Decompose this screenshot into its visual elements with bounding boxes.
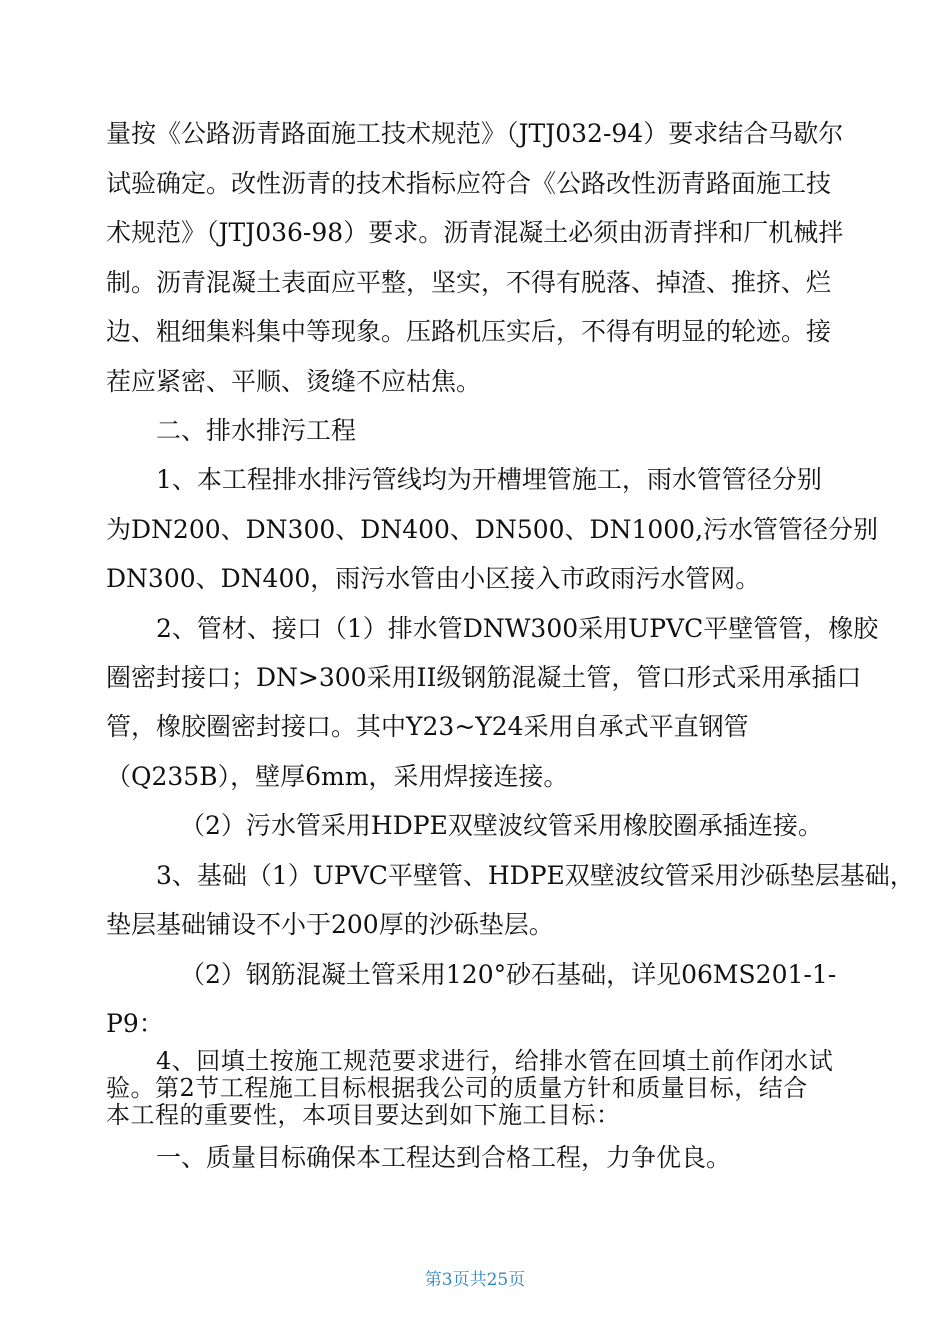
text-line-3: 术规范》（JTJ036-98）要求。沥青混凝土必须由沥青拌和厂机械拌 (106, 218, 844, 247)
text-line-23: 一、质量目标确保本工程达到合格工程，力争优良。 (156, 1143, 732, 1172)
text-line-13: 管，橡胶圈密封接口。其中Y23~Y24采用自承式平直钢管 (106, 712, 749, 741)
page-number-footer: 第3页共25页 (424, 1270, 526, 1290)
text-line-20: 4、回填土按施工规范要求进行，给排水管在回填土前作闭水试 (156, 1047, 834, 1075)
text-line-6: 茬应紧密、平顺、烫缝不应枯焦。 (106, 367, 482, 396)
text-line-16: 3、基础（1）UPVC平壁管、HDPE双壁波纹管采用沙砾垫层基础， (156, 861, 915, 890)
text-line-19: P9： (106, 1009, 164, 1038)
text-line-2: 试验确定。改性沥青的技术指标应符合《公路改性沥青路面施工技 (106, 169, 832, 198)
text-line-9: 为DN200、DN300、DN400、DN500、DN1000,污水管管径分别 (106, 515, 879, 544)
text-line-11: 2、管材、接口（1）排水管DNW300采用UPVC平壁管管，橡胶 (156, 614, 879, 643)
section-heading-drainage: 二、排水排污工程 (156, 416, 357, 445)
text-line-4: 制。沥青混凝土表面应平整，坚实，不得有脱落、掉渣、推挤、烂 (106, 268, 832, 297)
text-line-15: （2）污水管采用HDPE双壁波纹管采用橡胶圈承插连接。 (180, 811, 823, 840)
text-line-1: 量按《公路沥青路面施工技术规范》（JTJ032-94）要求结合马歇尔 (106, 119, 844, 148)
text-line-12: 圈密封接口；DN>300采用II级钢筋混凝土管，管口形式采用承插口 (106, 663, 862, 692)
text-line-10: DN300、DN400，雨污水管由小区接入市政雨污水管网。 (106, 564, 761, 593)
text-line-22: 本工程的重要性，本项目要达到如下施工目标： (106, 1101, 621, 1129)
text-line-17: 垫层基础铺设不小于200厚的沙砾垫层。 (106, 910, 554, 939)
text-line-8: 1、本工程排水排污管线均为开槽埋管施工，雨水管管径分别 (156, 465, 822, 494)
text-line-18: （2）钢筋混凝土管采用120°砂石基础，详见06MS201-1- (180, 960, 837, 989)
text-line-21: 验。第2节工程施工目标根据我公司的质量方针和质量目标，结合 (106, 1074, 808, 1102)
text-line-5: 边、粗细集料集中等现象。压路机压实后，不得有明显的轮迹。接 (106, 317, 832, 346)
text-line-14: （Q235B），壁厚6mm，采用焊接连接。 (106, 762, 569, 791)
